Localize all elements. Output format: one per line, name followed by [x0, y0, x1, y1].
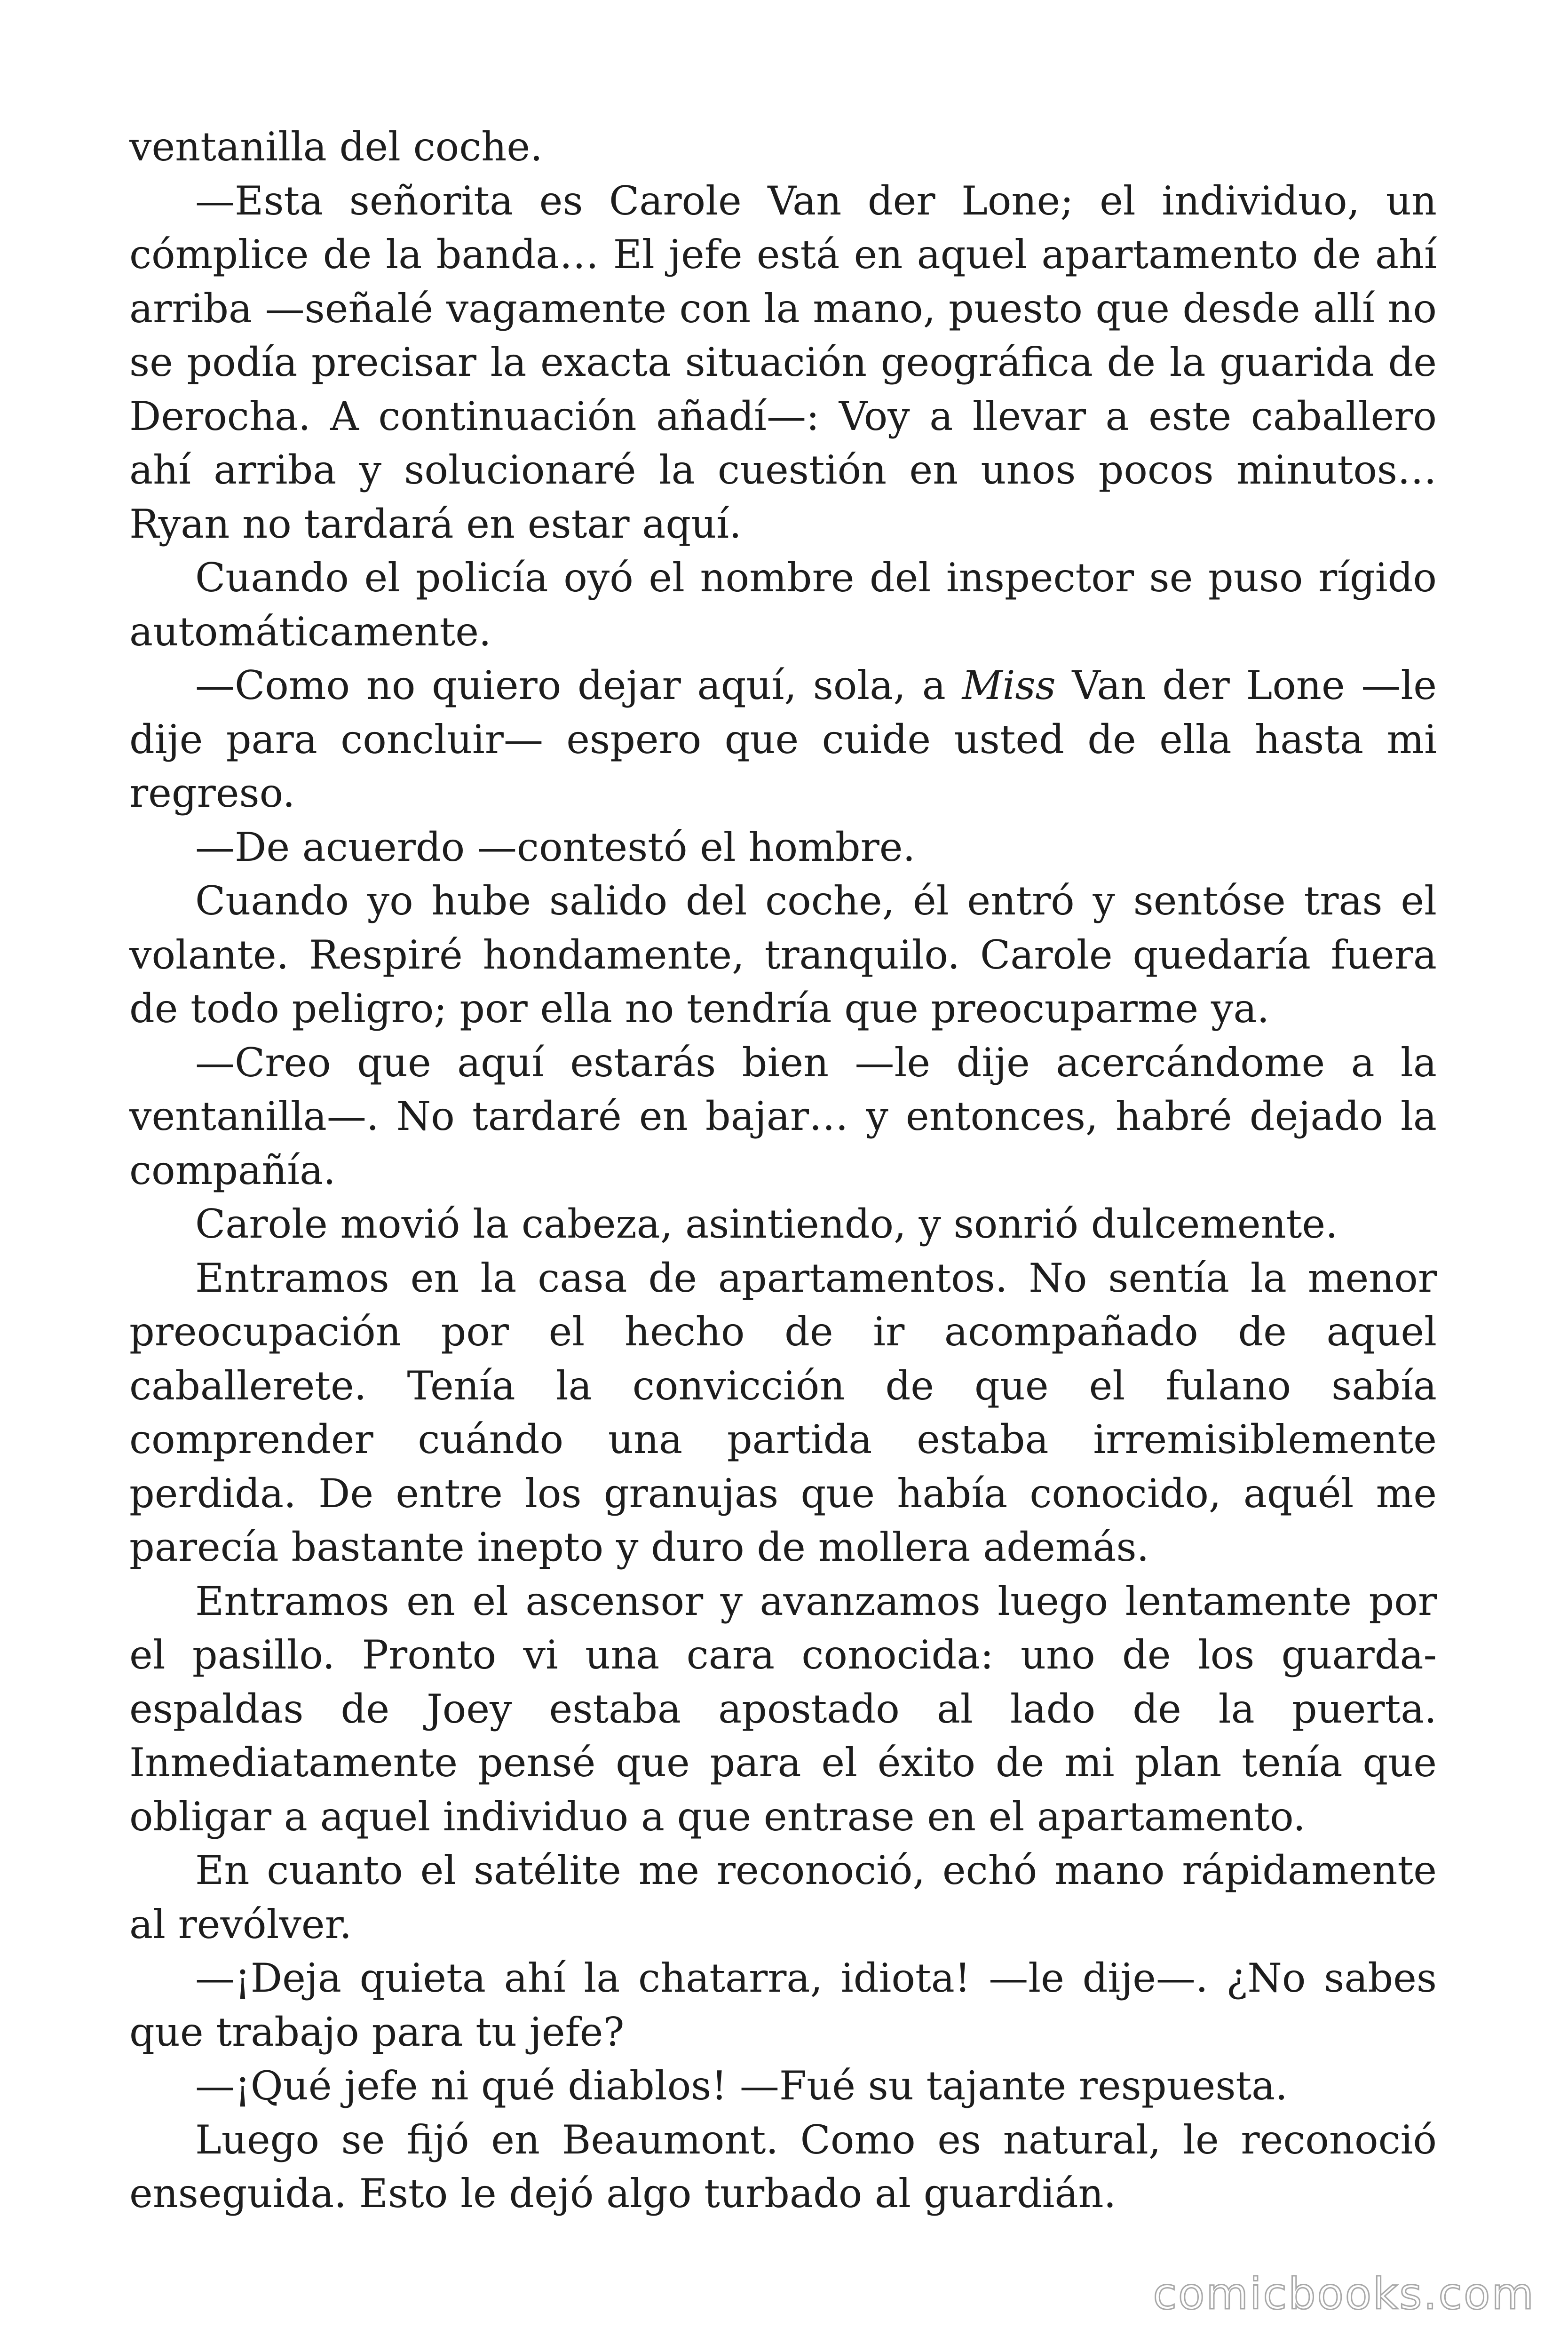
paragraph-14: Luego se fijó en Beaumont. Como es natural, le reconoció enseguida. Esto le dejó algo turbado al guardián. [129, 2116, 1437, 2217]
paragraph-6: Cuando yo hube salido del coche, él entró y sentóse tras el volante. Respiré hondamente, tranquilo. Carole quedaría fuera de todo peligro; por ella no tendría que preocuparme ya. [129, 878, 1437, 1032]
paragraph-8: Carole movió la cabeza, asintiendo, y sonrió dulcemente. [195, 1201, 1338, 1247]
paragraph-4-italic: Miss [962, 662, 1056, 708]
paragraph-9: Entramos en la casa de apartamentos. No sentía la menor preocupación por el hecho de ir acompañado de aquel caballerete. Tenía la convicción de que el fulano sabía comprender cuándo una partida estaba irremisiblemente perdida. De entre los granujas que había conocido, aquél me parecía bastante inepto y duro de mollera además. [129, 1255, 1437, 1570]
paragraph-3: Cuando el policía oyó el nombre del inspector se puso rígido automáticamente. [129, 555, 1437, 655]
paragraph-1: ventanilla del coche. [129, 124, 543, 170]
paragraph-4-start: —Como no quiero dejar aquí, sola, a [195, 662, 962, 708]
paragraph-11: En cuanto el satélite me reconoció, echó mano rápidamente al revólver. [129, 1847, 1437, 1947]
paragraph-2: —Esta señorita es Carole Van der Lone; el individuo, un cómplice de la banda… El jefe está en aquel apartamento de ahí arriba —señalé vagamente con la mano, puesto que desde allí no se podía precisar la exacta situación geográfica de la guarida de Derocha. A continuación añadí—: Voy a llevar a este caballero ahí arriba y solucionaré la cuestión en unos pocos minutos… Ryan no tardará en estar aquí. [129, 177, 1437, 547]
paragraph-13: —¡Qué jefe ni qué diablos! —Fué su tajante respuesta. [195, 2063, 1288, 2109]
paragraph-4-end: Van der Lone —le dije para concluir— espero que cuide usted de ella hasta mi regreso. [129, 662, 1437, 816]
paragraph-7: —Creo que aquí estarás bien —le dije acercándome a la ventanilla—. No tardaré en bajar… y entonces, habré dejado la compañía. [129, 1039, 1437, 1193]
paragraph-4 [129, 659, 1437, 820]
paragraph-5: —De acuerdo —contestó el hombre. [195, 824, 916, 870]
body-text [129, 120, 1437, 2221]
paragraph-10: Entramos en el ascensor y avanzamos luego lentamente por el pasillo. Pronto vi una cara conocida: uno de los guarda-espaldas de Joey estaba apostado al lado de la puerta. Inmediatamente pensé que para el éxito de mi plan tenía que obligar a aquel individuo a que entrase en el apartamento. [129, 1578, 1437, 1840]
paragraph-12: —¡Deja quieta ahí la chatarra, idiota! —le dije—. ¿No sabes que trabajo para tu jefe? [129, 1955, 1437, 2055]
site-watermark: comicbooks.com [1153, 2269, 1535, 2319]
